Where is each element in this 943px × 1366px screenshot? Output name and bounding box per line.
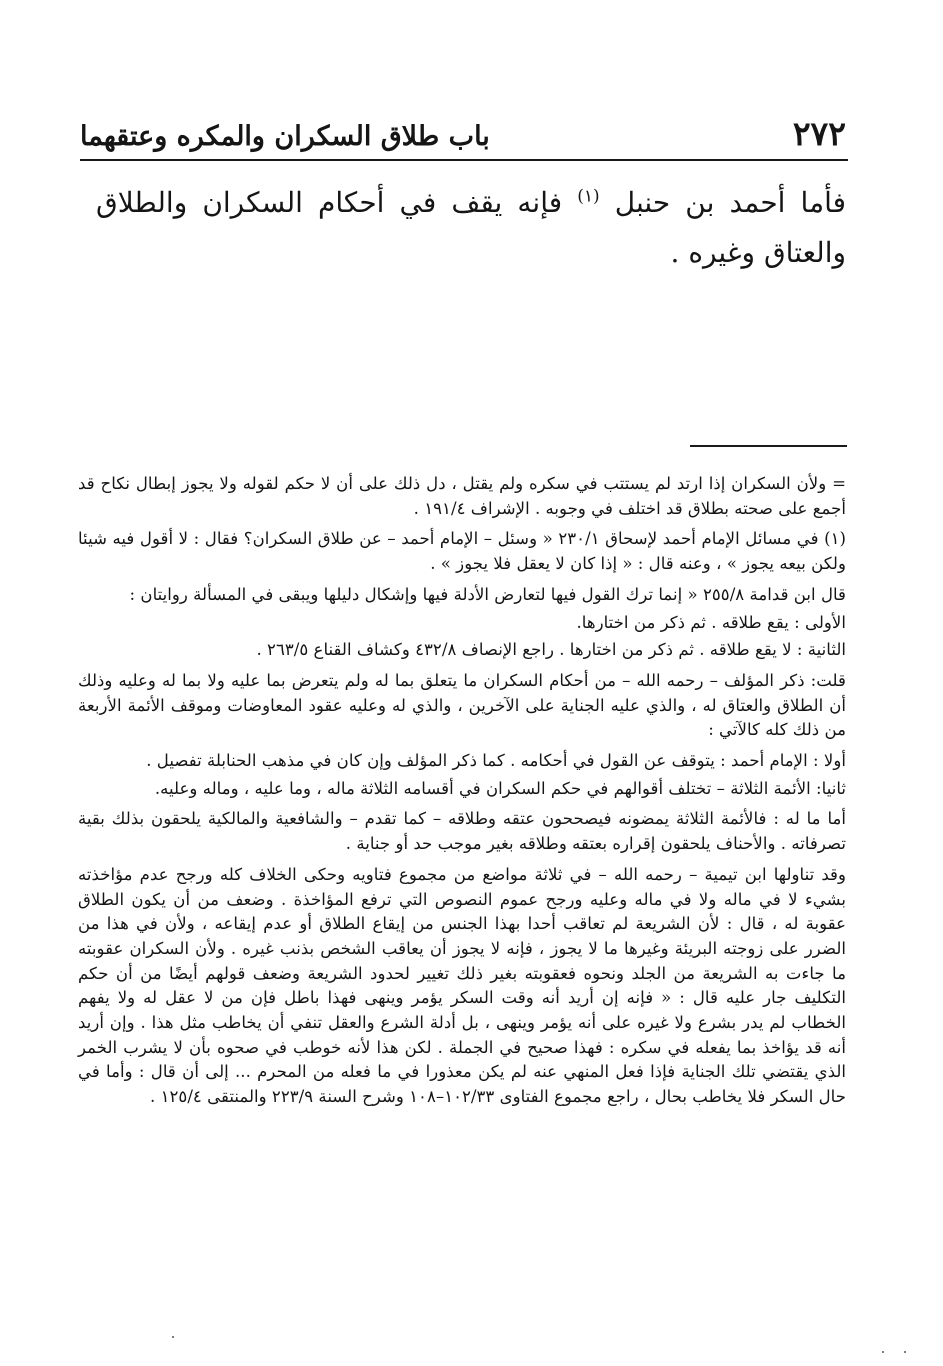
- page-number: ٢٧٢: [792, 114, 846, 153]
- scan-speck: [172, 1336, 174, 1338]
- page-header: [80, 102, 846, 153]
- footnote-qult: قلت: ذكر المؤلف – رحمه الله – من أحكام السكران ما يتعلق بما له ولم يتعرض بما عليه ولا بما له وعليه وذلك أن الطلاق والعتاق له ، والذي عليه الجناية على الآخرين ، والذي له وعليه عقود المعاوضات وموقف الأئمة الأربعة من ذلك كله كالآتي :: [78, 670, 846, 740]
- header-rule: [80, 159, 848, 161]
- footnote-first-point: أولا : الإمام أحمد : يتوقف عن القول في أحكامه . كما ذكر المؤلف وإن كان في مذهب الحنابلة تفصيل .: [146, 751, 846, 771]
- running-title: باب طلاق السكران والمكره وعتقهما: [80, 121, 490, 152]
- footnote-continuation: = ولأن السكران إذا ارتد لم يستتب في سكره ولم يقتل ، دل ذلك على أن لا حكم لقوله ولا يجوز إبطال نكاح قد أجمع على صحته بطلاق قد اختلف في وجوبه . الإشراف ١٩١/٤ .: [78, 474, 846, 518]
- footnote-second-point: ثانيا: الأئمة الثلاثة – تختلف أقوالهم في حكم السكران في أقسامه الثلاثة ماله ، وما عليه ، وماله وعليه.: [154, 778, 846, 798]
- footnote-ibn-taymiyya: وقد تناولها ابن تيمية – رحمه الله – في ثلاثة مواضع من مجموع فتاويه وحكى الخلاف كله ورجح عدم مؤاخذته بشيء لا في ماله ولا في ماله وعليه ورجح عموم النصوص التي ترفع المؤاخذة . وضعف من أن يكون الطلاق عقوبة له ، قال : لأن الشريعة لم تعاقب أحدا بهذا الجنس من إيقاع الطلاق أو عدم إيقاعه ، ولأن في هذا من الضرر على زوجته البريئة وغيرها ما لا يجوز ، فإنه لا يجوز أن يعاقب الشخص بذنب غيره . ولأن السكران عقوبته ما جاءت به الشريعة من الجلد ونحوه فعقوبته بغير ذلك تغيير لحدود الشريعة وضعف قولهم أيضًا من أن حكم التكليف جار عليه قال : « فإنه إن أريد أنه وقت السكر يؤمر وينهى فهذا باطل فإن من لا عقل له ولا يفهم الخطاب لم يدر بشرع ولا غيره على أنه يؤمر وينهى ، بل أدلة الشرع والعقل تنفي أن يخاطب مثل هذا . وإن أريد أنه قد يؤاخذ بما يفعله في سكره : فهذا صحيح في الجملة . لكن هذا لأنه خوطب في صحوه بأن لا يشرب الخمر الذي يقتضي تلك الجناية فإذا فعل المنهي عنه لم يكن معذورا في ما فعله من المحرم ... إلى أن قال : وأما في حال السكر فلا يخاطب بحال ، راجع مجموع الفتاوى ١٠٢/٣٣–١٠٨ وشرح السنة ٢٢٣/٩ والمنتقى ١٢٥/٤ .: [78, 864, 846, 1107]
- footnote-1: [78, 527, 846, 576]
- scan-speck: [904, 1351, 906, 1353]
- main-text-part1: فأما أحمد بن حنبل: [614, 186, 846, 219]
- footnote-second-narration: الثانية : لا يقع طلاقه . ثم ذكر من اختارها . راجع الإنصاف ٤٣٢/٨ وكشاف القناع ٢٦٣/٥ .: [256, 640, 846, 660]
- scan-speck: [882, 1351, 884, 1353]
- main-paragraph: [96, 178, 846, 278]
- main-text: [96, 178, 846, 278]
- footnotes: [78, 472, 846, 1116]
- footnote-reference: (١): [577, 186, 600, 207]
- footnote-ama-ma-lahu: أما ما له : فالأئمة الثلاثة يمضونه فيصححون عتقه وطلاقه – كما تقدم – والشافعية والمالكية يلحقون بذلك بقية تصرفاته . والأحناف يلحقون إقراره بعتقه وطلاقه بغير موجب حد أو جناية .: [78, 809, 846, 854]
- footnote-first-narration: الأولى : يقع طلاقه . ثم ذكر من اختارها.: [576, 612, 846, 632]
- footnote-separator: [690, 445, 847, 447]
- footnote-1-marker: (١): [824, 529, 846, 549]
- footnote-1-text: في مسائل الإمام أحمد لإسحاق ٢٣٠/١ « وسئل – الإمام أحمد – عن طلاق السكران؟ فقال : لا أقول فيه شيئا ولكن بيعه يجوز » ، وعنه قال : « إذا كان لا يعقل فلا يجوز » .: [78, 529, 846, 574]
- main-text-part2: فإنه يقف في أحكام السكران: [202, 186, 563, 219]
- main-text-part3: والطلاق والعتاق وغيره .: [96, 186, 846, 269]
- footnote-ibn-qudama: قال ابن قدامة ٢٥٥/٨ « إنما ترك القول فيها لتعارض الأدلة فيها وإشكال دليلها ويبقى في المسألة روايتان :: [129, 584, 846, 604]
